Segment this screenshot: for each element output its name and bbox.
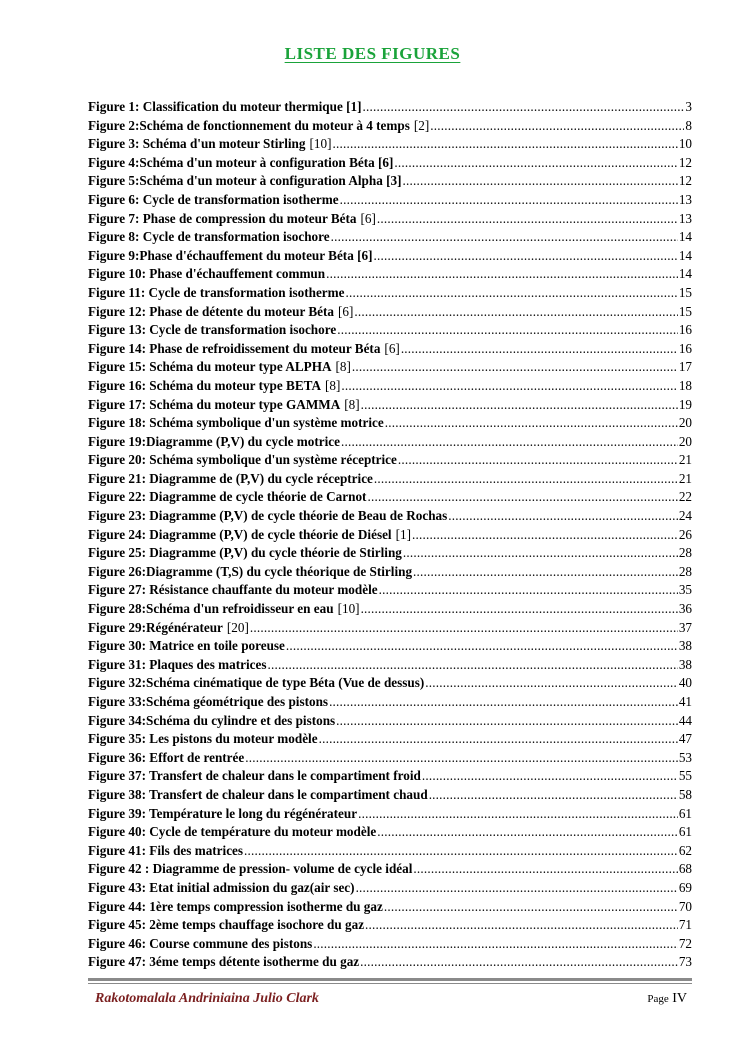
figure-entry[interactable] [88,823,692,842]
figure-entry-reference: [8] [335,359,351,375]
figure-entry-label: Figure 19:Diagramme (P,V) du cycle motrice [88,433,340,449]
dot-leader [403,544,678,563]
dot-leader [352,358,678,377]
figure-entry-label: Figure 4:Schéma d'un moteur à configuration Béta [6] [88,154,394,170]
figure-entry-label: Figure 1: Classification du moteur thermique [1] [88,99,362,114]
figure-entry-page: 61 [678,805,692,821]
figure-entry-label: Figure 47: 3éme temps détente isotherme du gaz [88,954,360,970]
figure-entry[interactable] [88,637,692,656]
figure-entry-page: 21 [678,470,692,486]
figure-entry[interactable] [88,619,692,638]
figure-entry[interactable] [88,98,692,117]
figure-entry-page: 19 [678,396,692,412]
dot-leader [363,98,685,117]
dot-leader [336,712,678,731]
page-title-text: LISTE DES FIGURES [284,44,461,63]
dot-leader [268,656,678,675]
dot-leader [326,265,678,284]
figure-entry-page: 15 [678,284,692,300]
figure-entry[interactable] [88,730,692,749]
figure-entry[interactable] [88,507,692,526]
dot-leader [346,284,678,303]
figure-entry-label: Figure 45: 2ème temps chauffage isochore du gaz [88,917,365,933]
figure-entry[interactable] [88,786,692,805]
figure-entry[interactable] [88,488,692,507]
dot-leader [377,823,678,842]
figure-entry-page: 35 [678,582,692,598]
figure-entry-label: Figure 13: Cycle de transformation isochore [88,322,337,338]
figure-entry-label: Figure 28:Schéma d'un refroidisseur en eau [88,601,334,617]
figure-entry-label: Figure 14: Phase de refroidissement du moteur Béta [88,340,381,356]
figure-entry-label: Figure 25: Diagramme (P,V) du cycle théorie de Stirling [88,545,402,561]
figure-entry-page: 38 [678,638,692,654]
figure-entry-label: Figure 34:Schéma du cylindre et des pistons [88,712,336,728]
figure-entry-label: Figure 39: Température le long du régénérateur [88,805,358,821]
figure-entry-label: Figure 20: Schéma symbolique d'un système réceptrice [88,452,397,468]
figure-entry-label: Figure 41: Fils des matrices [88,842,244,858]
figure-entry-label: Figure 3: Schéma d'un moteur Stirling [88,136,306,152]
figure-entry-page: 28 [678,545,692,561]
figure-entry[interactable] [88,842,692,861]
dot-leader [402,172,677,191]
figure-entry-page: 61 [678,824,692,840]
figure-entry[interactable] [88,358,692,377]
figure-entry-page: 18 [678,377,692,393]
figure-entry-reference: [20] [226,619,249,635]
dot-leader [286,637,678,656]
figure-entry-page: 70 [678,898,692,914]
figure-entry-reference: [6] [384,340,400,356]
dot-leader [354,303,677,322]
figure-entry[interactable] [88,712,692,731]
figure-entry-reference: [8] [324,377,341,393]
figure-entry-label: Figure 29:Régénérateur [88,619,223,635]
dot-leader [358,805,678,824]
figure-entry-page: 62 [678,842,692,858]
figure-entry-page: 71 [678,917,692,933]
figure-entry[interactable] [88,656,692,675]
dot-leader [394,154,677,173]
dot-leader [244,842,678,861]
figure-entry-page: 10 [678,136,692,152]
figure-entry[interactable] [88,879,692,898]
figure-entry-page: 15 [678,303,692,319]
dot-leader [365,916,678,935]
figure-entry[interactable] [88,600,692,619]
figure-entry[interactable] [88,135,692,154]
figure-entry-reference: [2] [413,117,430,133]
footer-author: Rakotomalala Andriniaina Julio Clark [95,991,319,1006]
figure-entry[interactable] [88,321,692,340]
figure-entry[interactable] [88,396,692,415]
figure-entry-label: Figure 42 : Diagramme de pression- volume de cycle idéal [88,861,413,877]
dot-leader [332,135,677,154]
figure-entry-page: 72 [678,935,692,951]
figure-entry-label: Figure 8: Cycle de transformation isochore [88,229,330,245]
figure-entry-page: 8 [685,117,692,133]
dot-leader [337,321,678,340]
dot-leader [384,898,678,917]
figure-entry-label: Figure 11: Cycle de transformation isotherme [88,284,345,300]
figure-entry-reference: [6] [338,303,354,319]
figure-entry[interactable] [88,303,692,322]
figure-entry-page: 13 [678,210,692,226]
dot-leader [329,693,678,712]
figure-entry[interactable] [88,805,692,824]
figure-entry[interactable] [88,749,692,768]
figure-entry-page: 40 [678,675,692,691]
dot-leader [340,191,678,210]
footer-page-number [647,991,687,1007]
dot-leader [245,749,678,768]
dot-leader [360,953,678,972]
figure-entry-label: Figure 44: 1ère temps compression isotherme du gaz [88,898,383,914]
figure-entry[interactable] [88,191,692,210]
figure-entry[interactable] [88,340,692,359]
figure-entry-label: Figure 31: Plaques des matrices [88,656,267,672]
figure-entry-reference: [1] [395,526,411,542]
figure-entry[interactable] [88,470,692,489]
figure-entry-page: 13 [678,191,692,207]
figure-entry-reference: [8] [344,396,360,412]
figure-entry-label: Figure 22: Diagramme de cycle théorie de Carnot [88,489,367,505]
figure-entry[interactable] [88,433,692,452]
dot-leader [398,451,678,470]
figure-entry-page: 22 [678,489,692,505]
dot-leader [361,396,678,415]
figure-entry-page: 69 [678,879,692,895]
figure-entry-label: Figure 33:Schéma géométrique des pistons [88,694,329,709]
figure-entry-label: Figure 40: Cycle de température du moteur modèle [88,824,377,840]
dot-leader [429,786,678,805]
dot-leader [373,247,677,266]
figure-entry[interactable] [88,693,692,712]
figure-entry-page: 73 [678,954,692,970]
page-title [0,44,745,64]
dot-leader [331,228,678,247]
figure-entry-page: 26 [678,526,692,542]
figure-entry-label: Figure 6: Cycle de transformation isotherme [88,191,339,207]
figure-entry-page: 36 [678,601,692,617]
figure-entry[interactable] [88,414,692,433]
figure-entry-label: Figure 9:Phase d'échauffement du moteur Béta [6] [88,247,373,263]
figure-entry-page: 14 [678,229,692,245]
figure-entry-label: Figure 18: Schéma symbolique d'un système motrice [88,415,384,431]
figure-entry-page: 14 [678,266,692,282]
figure-entry-page: 24 [678,508,692,524]
figure-entry-page: 17 [678,359,692,375]
figure-entry-label: Figure 17: Schéma du moteur type GAMMA [88,396,341,412]
figure-entry-page: 38 [678,656,692,672]
figure-entry-page: 44 [678,712,692,728]
figure-entry[interactable] [88,228,692,247]
figure-entry-reference: [10] [337,601,360,617]
figure-entry-reference: [6] [360,210,376,226]
dot-leader [379,581,678,600]
figure-entry[interactable] [88,117,692,136]
figure-entry-page: 53 [678,749,692,765]
figure-entry-label: Figure 2:Schéma de fonctionnement du moteur à 4 temps [88,117,410,133]
dot-leader [250,619,678,638]
figure-entry-label: Figure 27: Résistance chauffante du moteur modèle [88,582,378,598]
figure-entry[interactable] [88,451,692,470]
dot-leader [341,433,678,452]
dot-leader [377,210,678,229]
footer-divider [88,978,692,981]
dot-leader [367,488,677,507]
figure-entry[interactable] [88,935,692,954]
figure-entry-page: 21 [678,452,692,468]
figure-entry-label: Figure 32:Schéma cinématique de type Béta (Vue de dessus) [88,675,425,691]
dot-leader [374,470,678,489]
footer-divider-thin [88,983,692,984]
figure-entry[interactable] [88,284,692,303]
figure-entry-reference: [10] [309,136,332,152]
figure-entry-page: 16 [678,322,692,338]
footer-page-value: IV [672,991,687,1006]
figure-entry-label: Figure 35: Les pistons du moteur modèle [88,731,318,747]
figure-entry-label: Figure 15: Schéma du moteur type ALPHA [88,359,332,375]
figure-entry-label: Figure 12: Phase de détente du moteur Béta [88,303,335,319]
figure-entry-page: 16 [678,340,692,356]
figure-entry-page: 58 [678,786,692,802]
figure-entry[interactable] [88,674,692,693]
figure-list [88,98,692,972]
figure-entry[interactable] [88,953,692,972]
dot-leader [425,674,678,693]
figure-entry-page: 20 [678,433,692,449]
figure-entry[interactable] [88,247,692,266]
figure-entry-page: 41 [678,694,692,709]
figure-entry-label: Figure 46: Course commune des pistons [88,935,313,951]
figure-entry-label: Figure 38: Transfert de chaleur dans le compartiment chaud [88,786,428,802]
figure-entry-page: 14 [678,247,692,263]
figure-entry-page: 47 [678,731,692,747]
figure-entry[interactable] [88,581,692,600]
figure-entry[interactable] [88,154,692,173]
figure-entry-page: 12 [678,173,692,189]
figure-entry-label: Figure 16: Schéma du moteur type BETA [88,377,321,393]
figure-entry-page: 20 [678,415,692,431]
figure-entry-label: Figure 23: Diagramme (P,V) de cycle théorie de Beau de Rochas [88,508,448,524]
dot-leader [412,526,678,545]
dot-leader [385,414,678,433]
figure-entry-label: Figure 30: Matrice en toile poreuse [88,638,285,654]
figure-entry-page: 68 [678,861,692,877]
figure-entry[interactable] [88,563,692,582]
dot-leader [401,340,678,359]
figure-entry-label: Figure 37: Transfert de chaleur dans le compartiment froid [88,768,421,784]
dot-leader [413,860,677,879]
figure-entry[interactable] [88,172,692,191]
dot-leader [341,377,677,396]
figure-entry-page: 3 [685,99,692,114]
figure-entry[interactable] [88,265,692,284]
figure-entry-label: Figure 5:Schéma d'un moteur à configuration Alpha [3] [88,173,402,189]
dot-leader [313,935,678,954]
figure-entry[interactable] [88,767,692,786]
footer-page-word: Page [647,993,669,1005]
figure-entry[interactable] [88,544,692,563]
figure-entry-page: 55 [678,768,692,784]
figure-entry-page: 37 [678,619,692,635]
figure-entry-label: Figure 24: Diagramme (P,V) de cycle théorie de Diésel [88,526,392,542]
figure-entry-label: Figure 26:Diagramme (T,S) du cycle théorique de Stirling [88,563,413,579]
figure-entry-page: 12 [678,154,692,170]
figure-entry[interactable] [88,526,692,545]
dot-leader [319,730,678,749]
figure-entry-label: Figure 36: Effort de rentrée [88,749,245,765]
figure-entry-label: Figure 21: Diagramme de (P,V) du cycle réceptrice [88,470,373,486]
figure-entry[interactable] [88,916,692,935]
dot-leader [422,767,678,786]
dot-leader [413,563,678,582]
figure-entry[interactable] [88,898,692,917]
figure-entry-label: Figure 43: Etat initial admission du gaz(air sec) [88,879,355,895]
figure-entry-page: 28 [678,563,692,579]
dot-leader [430,117,684,136]
figure-entry-label: Figure 7: Phase de compression du moteur Béta [88,210,357,226]
figure-entry[interactable] [88,377,692,396]
figure-entry-label: Figure 10: Phase d'échauffement commun [88,266,326,282]
figure-entry[interactable] [88,210,692,229]
dot-leader [361,600,678,619]
figure-entry[interactable] [88,860,692,879]
dot-leader [448,507,678,526]
dot-leader [356,879,678,898]
